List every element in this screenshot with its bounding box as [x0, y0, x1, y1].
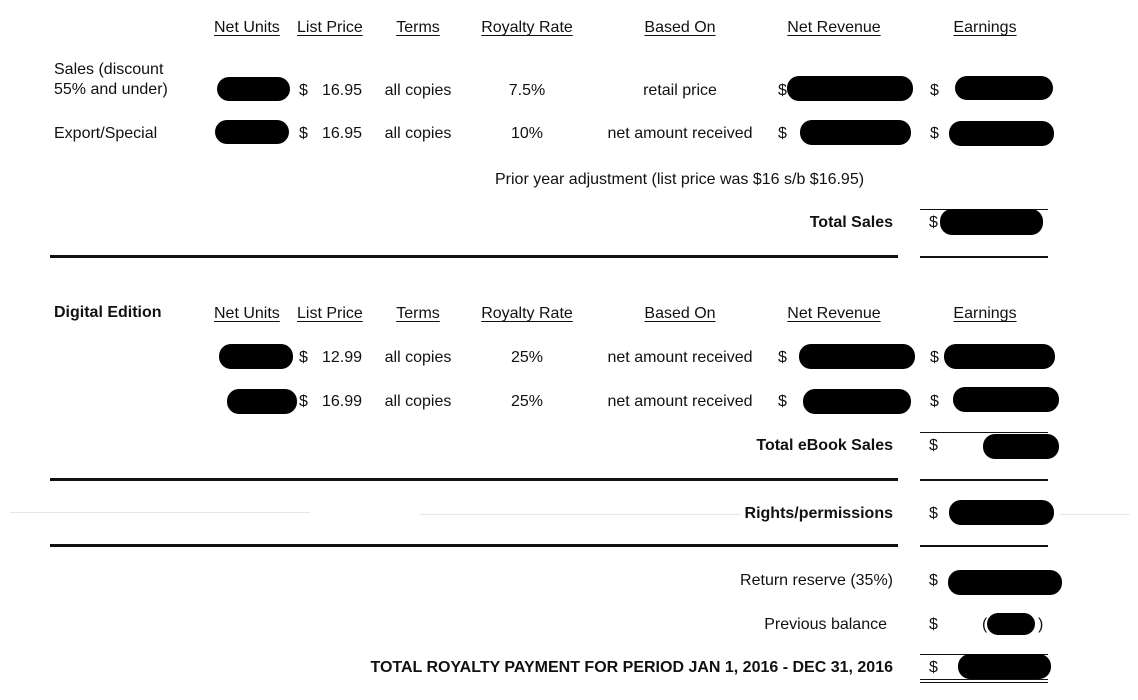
- header-net-revenue: Net Revenue: [787, 19, 881, 36]
- redacted-net-revenue: [800, 120, 911, 145]
- based-on-value: net amount received: [607, 349, 753, 366]
- currency-symbol: $: [930, 125, 939, 142]
- based-on-value: retail price: [643, 82, 717, 99]
- header-list-price: List Price: [297, 305, 363, 322]
- currency-symbol: $: [930, 82, 939, 99]
- header-royalty-rate: Royalty Rate: [481, 19, 573, 36]
- currency-symbol: $: [299, 393, 308, 410]
- redacted-rights-amount: [949, 500, 1054, 525]
- header-earnings: Earnings: [953, 19, 1017, 36]
- list-price-value: 16.99: [322, 393, 363, 410]
- currency-symbol: $: [299, 82, 308, 99]
- section-divider: [920, 545, 1048, 547]
- redacted-net-revenue: [803, 389, 911, 414]
- total-sales-label: Total Sales: [809, 214, 893, 231]
- redacted-total-sales: [940, 209, 1043, 235]
- redacted-total-ebook-sales: [983, 434, 1059, 459]
- header-terms: Terms: [396, 19, 440, 36]
- redacted-earnings: [953, 387, 1059, 412]
- royalty-rate-value: 10%: [510, 125, 544, 142]
- list-price-value: 16.95: [322, 125, 363, 142]
- currency-symbol: $: [929, 659, 938, 676]
- row-label-line2: 55% and under): [54, 81, 168, 98]
- header-royalty-rate: Royalty Rate: [481, 305, 573, 322]
- based-on-value: net amount received: [607, 393, 753, 410]
- total-ebook-sales-label: Total eBook Sales: [756, 437, 893, 454]
- royalty-rate-value: 7.5%: [508, 82, 546, 99]
- redacted-net-revenue: [787, 76, 913, 101]
- list-price-value: 16.95: [322, 82, 363, 99]
- currency-symbol: $: [778, 82, 787, 99]
- digital-edition-label: Digital Edition: [54, 304, 162, 321]
- redacted-net-units: [219, 344, 293, 369]
- section-divider: [50, 478, 898, 481]
- total-royalty-payment-label: TOTAL ROYALTY PAYMENT FOR PERIOD JAN 1, 2016 - DEC 31, 2016: [370, 659, 893, 676]
- header-list-price: List Price: [297, 19, 363, 36]
- row-label-line1: Sales (discount: [54, 61, 164, 78]
- section-divider: [50, 544, 898, 547]
- section-divider: [50, 255, 898, 258]
- header-earnings: Earnings: [953, 305, 1017, 322]
- currency-symbol: $: [299, 125, 308, 142]
- redacted-earnings: [955, 76, 1053, 100]
- list-price-value: 12.99: [322, 349, 363, 366]
- royalty-rate-value: 25%: [510, 349, 544, 366]
- currency-symbol: $: [299, 349, 308, 366]
- header-net-revenue: Net Revenue: [787, 305, 881, 322]
- redacted-net-revenue: [799, 344, 915, 369]
- redacted-net-units: [227, 389, 297, 414]
- double-underline: [920, 682, 1048, 683]
- close-paren: ): [1038, 616, 1044, 633]
- royalty-rate-value: 25%: [510, 393, 544, 410]
- currency-symbol: $: [778, 393, 787, 410]
- redacted-net-units: [217, 77, 290, 101]
- currency-symbol: $: [929, 437, 938, 454]
- based-on-value: net amount received: [607, 125, 753, 142]
- currency-symbol: $: [930, 349, 939, 366]
- section-divider: [920, 256, 1048, 258]
- redacted-previous-balance: [987, 613, 1035, 635]
- currency-symbol: $: [929, 572, 938, 589]
- header-terms: Terms: [396, 305, 440, 322]
- section-divider: [920, 479, 1048, 481]
- header-net-units: Net Units: [214, 19, 280, 36]
- currency-symbol: $: [929, 616, 938, 633]
- header-net-units: Net Units: [214, 305, 280, 322]
- scan-artifact: [10, 512, 310, 513]
- prior-year-adjustment-note: Prior year adjustment (list price was $16 s/b $16.95): [495, 171, 865, 188]
- scan-artifact: [1060, 514, 1130, 515]
- redacted-earnings: [949, 121, 1054, 146]
- redacted-return-reserve: [948, 570, 1062, 595]
- header-based-on: Based On: [644, 19, 716, 36]
- total-overline: [920, 432, 1048, 433]
- row-label: Export/Special: [54, 125, 158, 142]
- rights-permissions-label: Rights/permissions: [744, 505, 893, 522]
- currency-symbol: $: [778, 125, 787, 142]
- redacted-earnings: [944, 344, 1055, 369]
- currency-symbol: $: [930, 393, 939, 410]
- return-reserve-label: Return reserve (35%): [740, 572, 893, 589]
- open-paren: (: [982, 616, 988, 633]
- terms-value: all copies: [384, 393, 452, 410]
- previous-balance-label: Previous balance: [764, 616, 887, 633]
- header-based-on: Based On: [644, 305, 716, 322]
- redacted-total-payment: [958, 654, 1051, 679]
- terms-value: all copies: [384, 82, 452, 99]
- terms-value: all copies: [384, 125, 452, 142]
- terms-value: all copies: [384, 349, 452, 366]
- currency-symbol: $: [929, 505, 938, 522]
- currency-symbol: $: [929, 214, 938, 231]
- scan-artifact: [420, 514, 740, 515]
- redacted-net-units: [215, 120, 289, 144]
- double-underline: [920, 679, 1048, 680]
- currency-symbol: $: [778, 349, 787, 366]
